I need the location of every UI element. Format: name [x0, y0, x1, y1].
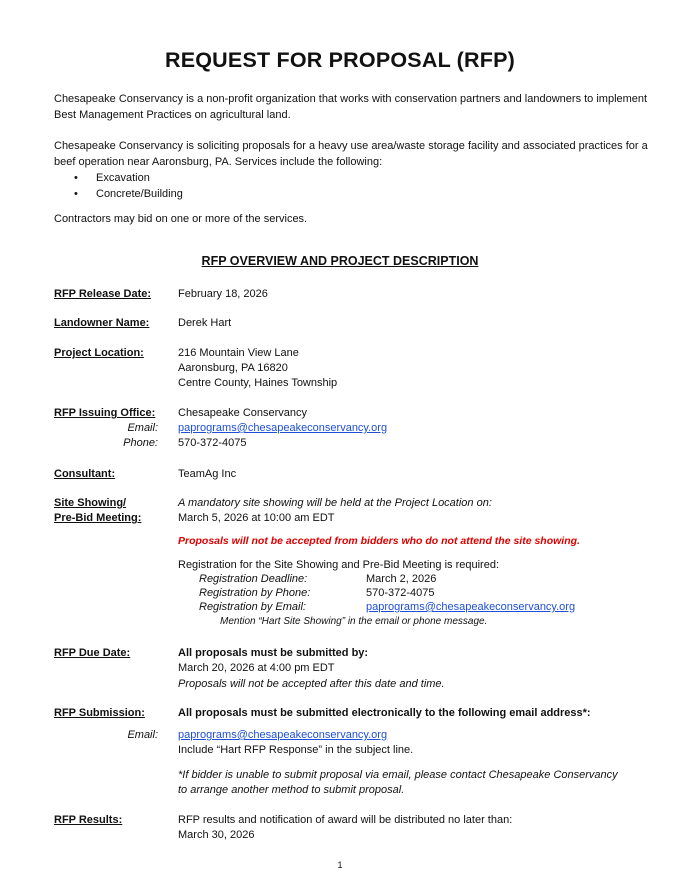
submission-email-link[interactable]: paprograms@chesapeakeconservancy.org	[178, 729, 388, 741]
bullet-icon: •	[74, 188, 78, 200]
release-date-label: RFP Release Date:	[54, 288, 152, 300]
consultant-value: TeamAg Inc	[178, 468, 237, 480]
due-date-line-2: March 20, 2026 at 4:00 pm EDT	[178, 662, 335, 674]
registration-phone-label: Registration by Phone:	[199, 587, 311, 599]
bullet-icon: •	[74, 172, 78, 184]
issuing-office-label: RFP Issuing Office:	[54, 407, 156, 419]
service-item: Concrete/Building	[96, 188, 183, 200]
office-email-label: Email:	[127, 422, 158, 434]
issuing-office-name: Chesapeake Conservancy	[178, 407, 308, 419]
release-date-value: February 18, 2026	[178, 288, 268, 300]
office-email-link[interactable]: paprograms@chesapeakeconservancy.org	[178, 422, 388, 434]
registration-intro: Registration for the Site Showing and Pre-Bid Meeting is required:	[178, 559, 500, 571]
results-line-1: RFP results and notification of award will be distributed no later than:	[178, 814, 513, 826]
intro-paragraph-3: Contractors may bid on one or more of the services.	[54, 213, 308, 225]
registration-phone-value: 570-372-4075	[366, 587, 435, 599]
due-date-line-3: Proposals will not be accepted after this date and time.	[178, 678, 445, 690]
registration-mention-note: Mention “Hart Site Showing” in the email or phone message.	[220, 616, 488, 627]
submission-line-1: All proposals must be submitted electronically to the following email address*:	[178, 707, 591, 719]
intro-paragraph-1: Chesapeake Conservancy is a non-profit organization that works with conservation partners and landowners to implement Best Management Practices on agricultural land.	[54, 93, 648, 121]
location-line-1: 216 Mountain View Lane	[178, 347, 299, 359]
office-phone-label: Phone:	[123, 437, 158, 449]
due-date-label: RFP Due Date:	[54, 647, 131, 659]
site-showing-intro: A mandatory site showing will be held at the Project Location on:	[178, 497, 492, 509]
registration-email-link[interactable]: paprograms@chesapeakeconservancy.org	[366, 601, 576, 613]
registration-deadline-label: Registration Deadline:	[199, 573, 308, 585]
section-heading: RFP OVERVIEW AND PROJECT DESCRIPTION	[201, 254, 479, 268]
site-showing-datetime: March 5, 2026 at 10:00 am EDT	[178, 512, 335, 524]
submission-alt-note-1: *If bidder is unable to submit proposal via email, please contact Chesapeake Conservancy	[178, 769, 618, 781]
page-title: REQUEST FOR PROPOSAL (RFP)	[164, 48, 516, 72]
site-showing-warning: Proposals will not be accepted from bidders who do not attend the site showing.	[178, 535, 580, 547]
landowner-label: Landowner Name:	[54, 317, 150, 329]
service-item: Excavation	[96, 172, 150, 184]
location-label: Project Location:	[54, 347, 144, 359]
office-phone-value: 570-372-4075	[178, 437, 247, 449]
location-line-3: Centre County, Haines Township	[178, 377, 338, 389]
submission-alt-note-2: to arrange another method to submit proposal.	[178, 784, 405, 796]
intro-paragraph-2: Chesapeake Conservancy is soliciting proposals for a heavy use area/waste storage facility and associated practices for a beef operation near Aaronsburg, PA. Services include the following:	[54, 140, 648, 168]
submission-subject-note: Include “Hart RFP Response” in the subject line.	[178, 744, 414, 756]
registration-deadline-value: March 2, 2026	[366, 573, 437, 585]
results-line-2: March 30, 2026	[178, 829, 255, 841]
registration-email-label: Registration by Email:	[199, 601, 306, 613]
results-label: RFP Results:	[54, 814, 123, 826]
pre-bid-meeting-label: Pre-Bid Meeting:	[54, 512, 142, 524]
page-number: 1	[337, 860, 343, 870]
landowner-value: Derek Hart	[178, 317, 232, 329]
consultant-label: Consultant:	[54, 468, 116, 480]
due-date-line-1: All proposals must be submitted by:	[178, 647, 369, 659]
site-showing-label: Site Showing/	[54, 497, 127, 509]
location-line-2: Aaronsburg, PA 16820	[178, 362, 288, 374]
submission-email-label: Email:	[127, 729, 158, 741]
submission-label: RFP Submission:	[54, 707, 145, 719]
